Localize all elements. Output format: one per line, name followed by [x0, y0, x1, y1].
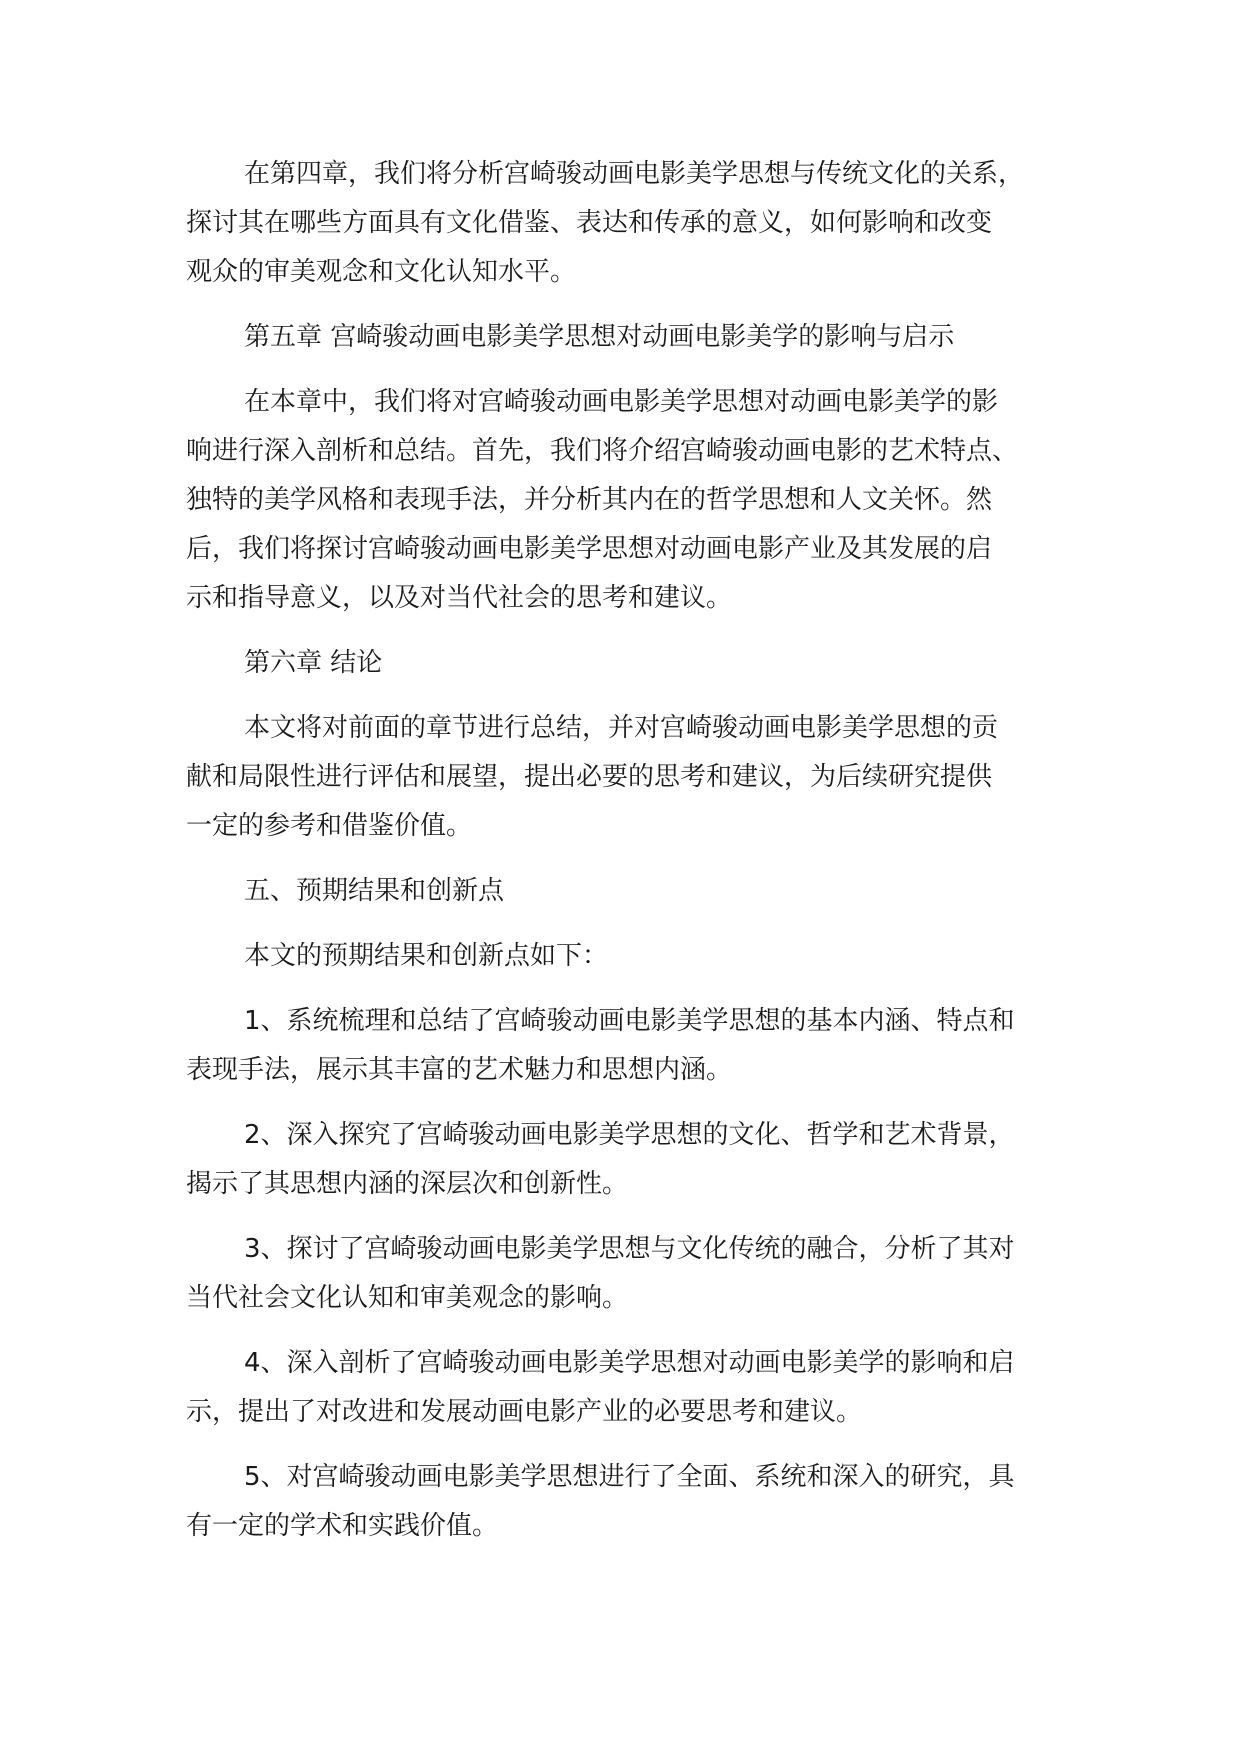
text-line: 1、系统梳理和总结了宫崎骏动画电影美学思想的基本内涵、特点和 [244, 1006, 1015, 1036]
text-line: 观众的审美观念和文化认知水平。 [186, 257, 577, 287]
text-line: 有一定的学术和实践价值。 [186, 1511, 499, 1541]
text-line: 后，我们将探讨宫崎骏动画电影美学思想对动画电影产业及其发展的启 [186, 534, 993, 564]
paragraph [186, 867, 1066, 916]
paragraph [186, 1339, 1066, 1437]
body-text [186, 150, 1066, 1567]
text-line: 当代社会文化认知和审美观念的影响。 [186, 1283, 629, 1313]
text-line: 5、对宫崎骏动画电影美学思想进行了全面、系统和深入的研究，具 [244, 1462, 1015, 1492]
paragraph [186, 997, 1066, 1095]
paragraph [186, 378, 1066, 623]
text-line: 4、深入剖析了宫崎骏动画电影美学思想对动画电影美学的影响和启 [244, 1348, 1015, 1378]
text-line: 示，提出了对改进和发展动画电影产业的必要思考和建议。 [186, 1397, 863, 1427]
text-line: 本文的预期结果和创新点如下： [244, 941, 609, 971]
text-line: 示和指导意义，以及对当代社会的思考和建议。 [186, 583, 733, 613]
text-line: 第六章 结论 [244, 648, 383, 678]
text-line: 本文将对前面的章节进行总结，并对宫崎骏动画电影美学思想的贡 [244, 713, 999, 743]
text-line: 一定的参考和借鉴价值。 [186, 811, 473, 841]
text-line: 独特的美学风格和表现手法，并分析其内在的哲学思想和人文关怀。然 [186, 485, 993, 515]
text-line: 3、探讨了宫崎骏动画电影美学思想与文化传统的融合，分析了其对 [244, 1234, 1015, 1264]
paragraph [186, 1111, 1066, 1209]
paragraph [186, 704, 1066, 851]
text-line: 响进行深入剖析和总结。首先，我们将介绍宫崎骏动画电影的艺术特点、 [186, 436, 1019, 466]
paragraph [186, 639, 1066, 688]
paragraph [186, 932, 1066, 981]
text-line: 在本章中，我们将对宫崎骏动画电影美学思想对动画电影美学的影 [244, 387, 999, 417]
text-line: 五、预期结果和创新点 [244, 876, 505, 906]
paragraph [186, 1225, 1066, 1323]
paragraph [186, 313, 1066, 362]
text-line: 表现手法，展示其丰富的艺术魅力和思想内涵。 [186, 1055, 733, 1085]
text-line: 献和局限性进行评估和展望，提出必要的思考和建议，为后续研究提供 [186, 762, 993, 792]
text-line: 探讨其在哪些方面具有文化借鉴、表达和传承的意义，如何影响和改变 [186, 208, 993, 238]
paragraph [186, 150, 1066, 297]
text-line: 2、深入探究了宫崎骏动画电影美学思想的文化、哲学和艺术背景， [244, 1120, 1015, 1150]
text-line: 第五章 宫崎骏动画电影美学思想对动画电影美学的影响与启示 [244, 322, 955, 352]
text-line: 揭示了其思想内涵的深层次和创新性。 [186, 1169, 629, 1199]
text-line: 在第四章，我们将分析宫崎骏动画电影美学思想与传统文化的关系， [244, 159, 1025, 189]
paragraph [186, 1453, 1066, 1551]
